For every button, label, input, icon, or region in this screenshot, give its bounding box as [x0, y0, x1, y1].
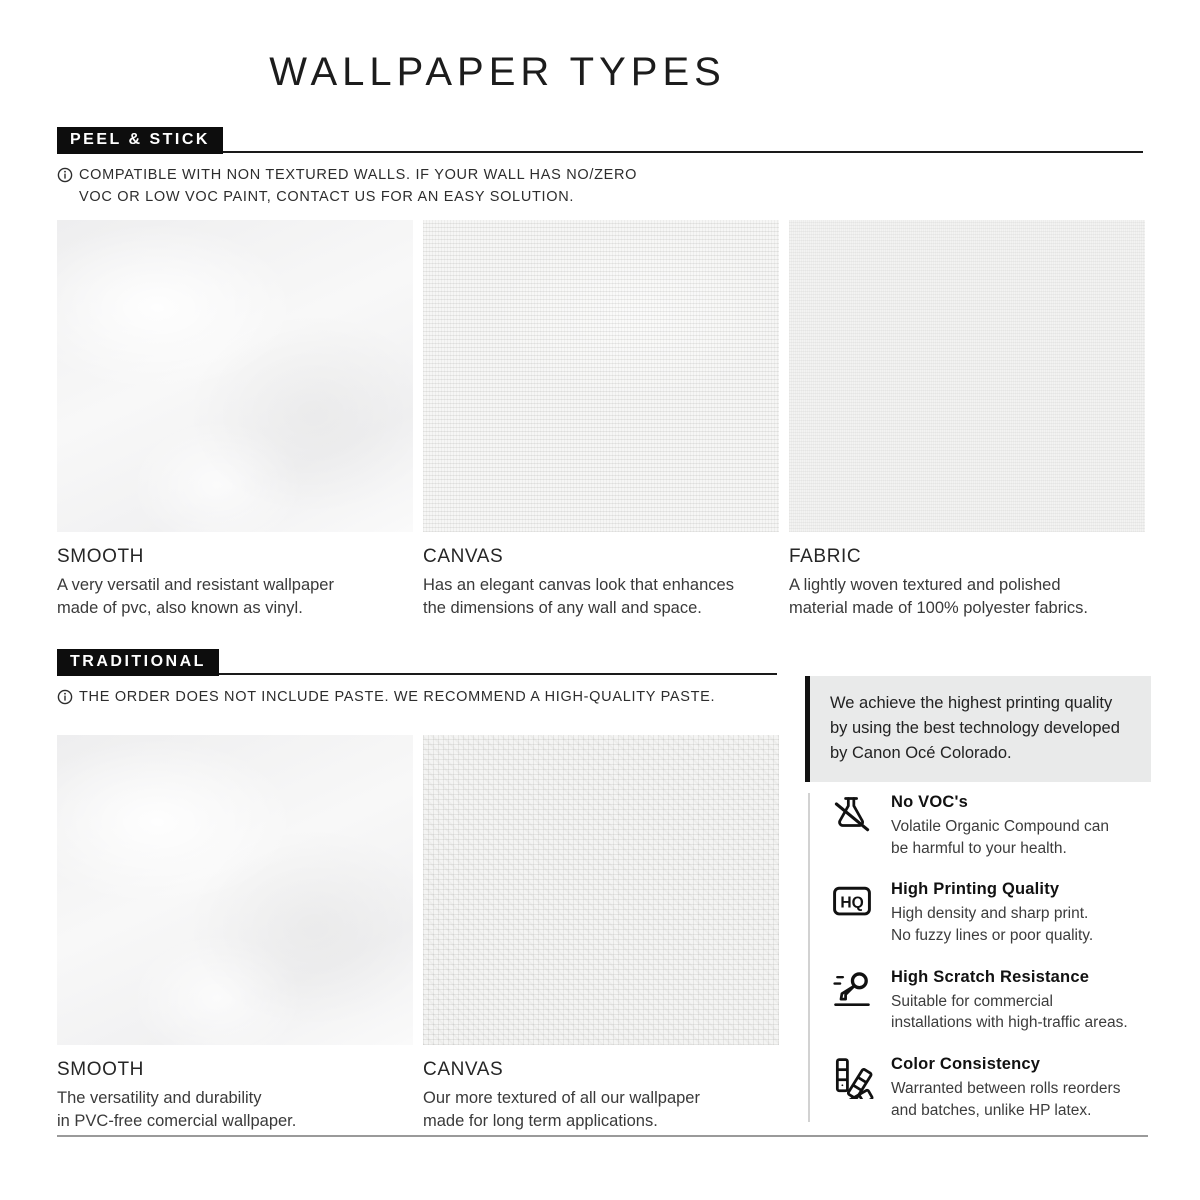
feature-description: Suitable for commercial installations with high-traffic areas.: [891, 992, 1128, 1032]
section-badge-traditional: TRADITIONAL: [57, 649, 219, 676]
swatch-card-canvas: [423, 220, 779, 620]
peel-stick-swatch-grid: [57, 220, 1145, 620]
smooth-pvc-free-swatch-image: [57, 735, 413, 1045]
feature-high-scratch-resistance: [830, 968, 1158, 1034]
page-title: WALLPAPER TYPES: [269, 50, 726, 94]
scratch-key-icon: [830, 968, 874, 1012]
swatch-card-fabric: [789, 220, 1145, 620]
peel-stick-note-text: [79, 165, 637, 209]
fine-canvas-swatch-image: [423, 220, 779, 532]
traditional-swatch-grid: [57, 735, 779, 1133]
feature-description: Volatile Organic Compound can be harmful to your health.: [891, 818, 1109, 857]
swatch-name: CANVAS: [423, 1059, 504, 1080]
traditional-note-text: [79, 687, 715, 713]
feature-text: [891, 1055, 1120, 1121]
swatch-name: SMOOTH: [57, 546, 144, 567]
info-circle-icon: [57, 167, 73, 209]
bottom-divider-line: [57, 1135, 1148, 1137]
swatch-description: A lightly woven textured and polished material made of 100% polyester fabrics.: [789, 576, 1088, 617]
note-line: COMPATIBLE WITH NON TEXTURED WALLS. IF YOUR WALL HAS NO/ZERO: [79, 167, 638, 183]
info-circle-icon: [57, 689, 73, 713]
feature-text: [891, 793, 1109, 859]
swatch-name: SMOOTH: [57, 1059, 144, 1080]
swatch-card-smooth: [57, 220, 413, 620]
feature-text: [891, 880, 1093, 946]
note-line: VOC OR LOW VOC PAINT, CONTACT US FOR AN EASY SOLUTION.: [79, 188, 575, 205]
swatch-name: CANVAS: [423, 546, 504, 567]
swatch-card-smooth: [57, 735, 413, 1133]
feature-list: [808, 793, 1158, 1122]
feature-description: Warranted between rolls reorders and batches, unlike HP latex.: [891, 1080, 1121, 1119]
note-line: THE ORDER DOES NOT INCLUDE PASTE. WE RECOMMEND A HIGH-QUALITY PASTE.: [79, 689, 716, 705]
feature-color-consistency: [830, 1055, 1158, 1121]
feature-text: [891, 968, 1128, 1034]
hq-badge-icon: [830, 880, 874, 924]
color-swatch-fan-icon: [830, 1055, 874, 1099]
section-badge-peel-stick: PEEL & STICK: [57, 127, 223, 154]
swatch-card-canvas: [423, 735, 779, 1133]
feature-title: No VOC's: [891, 793, 969, 811]
traditional-note: [57, 687, 715, 713]
swatch-name: FABRIC: [789, 546, 862, 567]
printing-quality-quote: We achieve the highest printing quality by using the best technology developed by Canon Océ Colorado.: [805, 676, 1151, 782]
feature-title: Color Consistency: [891, 1055, 1041, 1074]
swatch-description: A very versatil and resistant wallpaper made of pvc, also known as vinyl.: [57, 576, 334, 617]
woven-fabric-swatch-image: [789, 220, 1145, 532]
swatch-description: Our more textured of all our wallpaper made for long term applications.: [423, 1089, 700, 1130]
feature-title: High Printing Quality: [891, 880, 1060, 899]
feature-title: High Scratch Resistance: [891, 967, 1090, 986]
swatch-description: The versatility and durability in PVC-free comercial wallpaper.: [57, 1089, 297, 1130]
svg-text:HQ: HQ: [840, 894, 864, 912]
smooth-vinyl-swatch-image: [57, 220, 413, 532]
swatch-description: Has an elegant canvas look that enhances the dimensions of any wall and space.: [423, 576, 734, 617]
peel-stick-note: [57, 165, 637, 209]
feature-high-printing-quality: [830, 880, 1158, 946]
feature-no-vocs: [830, 793, 1158, 859]
feature-description: High density and sharp print. No fuzzy lines or poor quality.: [891, 905, 1094, 945]
no-voc-flask-icon: [830, 793, 874, 837]
rough-canvas-swatch-image: [423, 735, 779, 1045]
